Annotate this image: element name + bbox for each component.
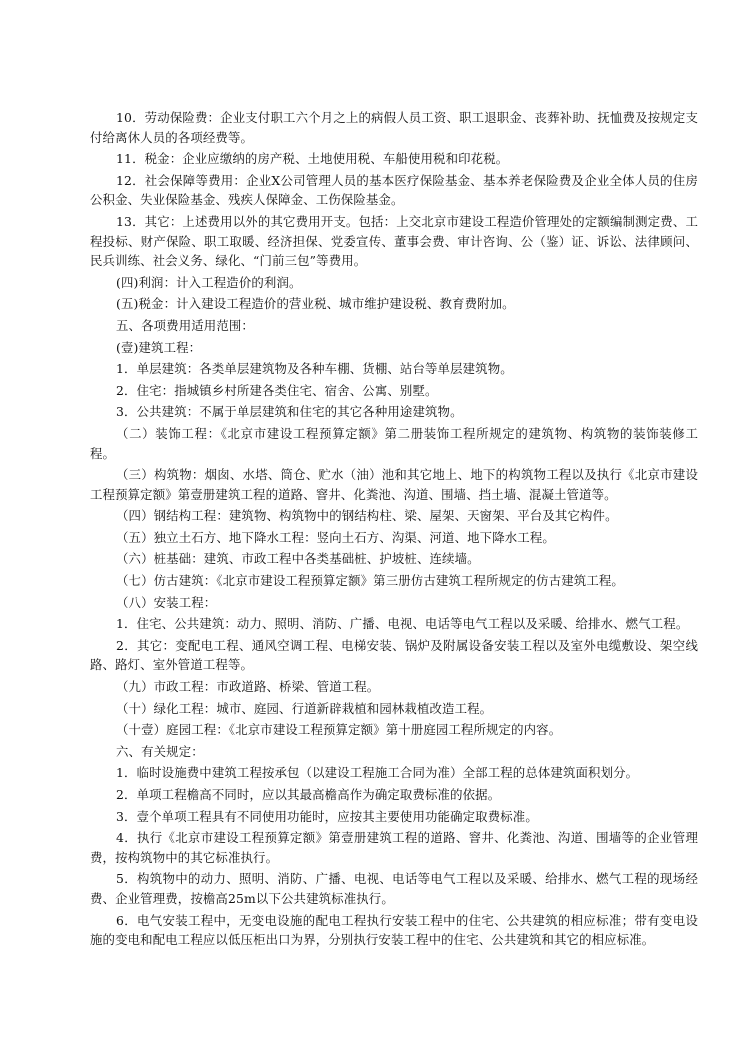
paragraph-rule-5: 5．构筑物中的动力、照明、消防、广播、电视、电话等电气工程以及采暖、给排水、燃气工程的现场经费、企业管理费，按檐高25m以下公共建筑标准执行。 (90, 871, 698, 906)
paragraph-antique-building: （七）仿古建筑：《北京市建设工程预算定额》第三册仿古建筑工程所规定的仿古建筑工程。 (116, 573, 624, 589)
paragraph-profit: (四)利润：计入工程造价的利润。 (116, 274, 302, 290)
paragraph-residential: 2．住宅：指城镇乡村所建各类住宅、宿舍、公寓、别墅。 (116, 382, 438, 398)
paragraph-rule-1: 1．临时设施费中建筑工程按承包（以建设工程施工合同为准）全部工程的总体建筑面积划分。 (116, 765, 639, 781)
paragraph-other-fees: 13．其它：上述费用以外的其它费用开支。包括：上交北京市建设工程造价管理处的定额编制测定费、工程投标、财产保险、职工取暖、经济担保、党委宣传、董事会费、审计咨询、公（鉴）证、诉讼、法律顾问、民兵训练、社会义务、绿化、“门前三包”等费用。 (90, 213, 698, 269)
paragraph-structures: （三）构筑物：烟囱、水塔、筒仓、贮水（油）池和其它地上、地下的构筑物工程以及执行《北京市建设工程预算定额》第壹册建筑工程的道路、窨井、化粪池、沟道、围墙、挡土墙、混凝土管道等。 (90, 467, 698, 502)
paragraph-rule-2: 2．单项工程檐高不同时，应以其最高檐高作为确定取费标准的依据。 (116, 787, 501, 802)
heading-installation: （八）安装工程： (116, 594, 217, 610)
paragraph-single-storey: 1．单层建筑：各类单层建筑物及各种车棚、货棚、站台等单层建筑物。 (116, 361, 513, 377)
paragraph-steel-structure: （四）钢结构工程：建筑物、构筑物中的钢结构柱、梁、屋架、天窗架、平台及其它构件。 (116, 508, 618, 524)
paragraph-earthwork: （五）独立土石方、地下降水工程：竖向土石方、沟渠、河道、地下降水工程。 (116, 529, 555, 545)
heading-building-works: (壹)建筑工程： (116, 339, 202, 355)
paragraph-social-security: 12．社会保障等费用：企业X公司管理人员的基本医疗保险基金、基本养老保险费及企业全体人员的住房公积金、失业保险基金、残疾人保障金、工伤保险基金。 (90, 172, 698, 208)
paragraph-labor-insurance: 10．劳动保险费：企业支付职工六个月之上的病假人员工资、职工退职金、丧葬补助、抚恤费及按规定支付给离休人员的各项经费等。 (90, 110, 698, 145)
paragraph-installation-other: 2．其它：变配电工程、通风空调工程、电梯安装、锅炉及附属设备安装工程以及室外电缆敷设、架空线路、路灯、室外管道工程等。 (90, 637, 698, 673)
paragraph-installation-residential: 1．住宅、公共建筑：动力、照明、消防、广播、电视、电话等电气工程以及采暖、给排水、燃气工程。 (116, 616, 689, 632)
paragraph-garden: （十壹）庭园工程：《北京市建设工程预算定额》第十册庭园工程所规定的内容。 (116, 722, 562, 738)
paragraph-greening: （十）绿化工程：城市、庭园、行道新辟栽植和园林栽植改造工程。 (116, 700, 493, 716)
paragraph-taxes: 11．税金：企业应缴纳的房产税、土地使用税、车船使用税和印花税。 (116, 151, 509, 167)
heading-regulations: 六、有关规定： (116, 743, 204, 759)
paragraph-tax-section: (五)税金：计入建设工程造价的营业税、城市维护建设税、教育费附加。 (116, 296, 515, 312)
paragraph-municipal: （九）市政工程：市政道路、桥梁、管道工程。 (116, 679, 380, 695)
document-body (90, 108, 698, 952)
heading-scope: 五、各项费用适用范围： (116, 317, 254, 333)
paragraph-pile-foundation: （六）桩基础：建筑、市政工程中各类基础桩、护坡桩、连续墙。 (116, 551, 480, 567)
paragraph-rule-6: 6．电气安装工程中，无变电设施的配电工程执行安装工程中的住宅、公共建筑的相应标准；带有变电设施的变电和配电工程应以低压柜出口为界，分别执行安装工程中的住宅、公共建筑和其它的相应标准。 (90, 912, 698, 948)
paragraph-public-building: 3．公共建筑：不属于单层建筑和住宅的其它各种用途建筑物。 (116, 404, 463, 420)
paragraph-rule-4: 4．执行《北京市建设工程预算定额》第壹册建筑工程的道路、窨井、化粪池、沟道、围墙等的企业管理费，按构筑物中的其它标准执行。 (90, 830, 698, 865)
paragraph-rule-3: 3．壹个单项工程具有不同使用功能时，应按其主要使用功能确定取费标准。 (116, 808, 538, 824)
paragraph-decoration: （二）装饰工程：《北京市建设工程预算定额》第二册装饰工程所规定的建筑物、构筑物的装饰装修工程。 (90, 425, 698, 461)
